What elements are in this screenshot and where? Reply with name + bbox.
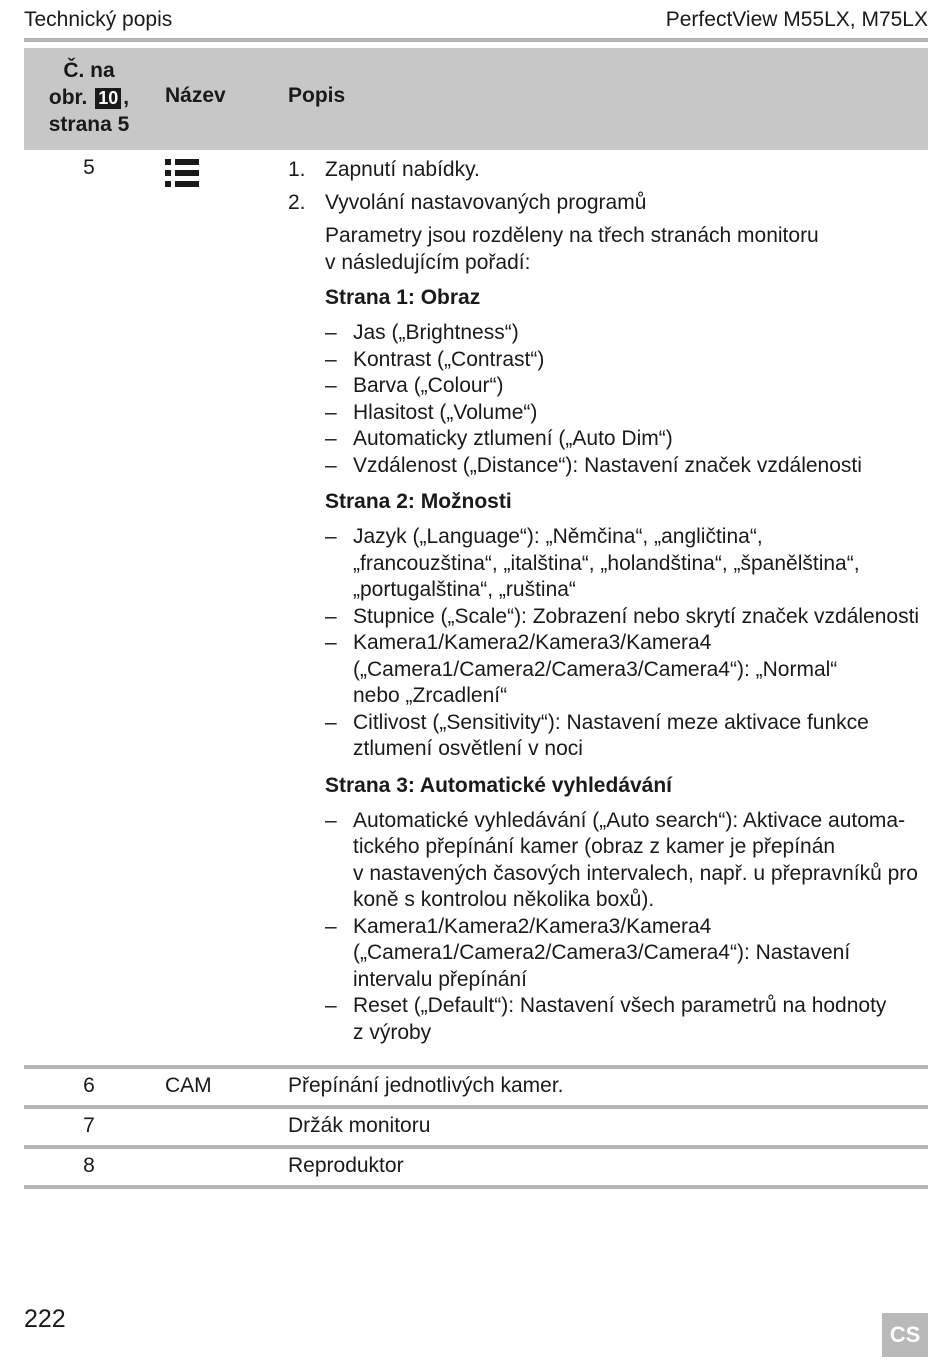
row-number: 5 xyxy=(83,156,95,179)
bullet-list xyxy=(325,320,928,479)
bullet-list xyxy=(325,808,928,1047)
menu-list-icon xyxy=(165,159,201,187)
list-item: – Jas („Brightness“) xyxy=(325,320,928,347)
list-item: 2. Vyvolání nastavovaných programů xyxy=(288,191,647,214)
row-description: Přepínání jednotlivých kamer. xyxy=(288,1074,564,1097)
row-number: 6 xyxy=(83,1074,95,1097)
table-row xyxy=(24,1109,928,1145)
intro-paragraph: Parametry jsou rozděleny na třech stranách monitoru v následujícím pořadí: xyxy=(325,224,819,274)
row-description: Reproduktor xyxy=(288,1154,404,1177)
column-header-number: Č. na obr. 10 , strana 5 xyxy=(48,59,130,136)
column-header-name: Název xyxy=(165,84,226,107)
description-table xyxy=(24,48,928,1189)
bullet-list xyxy=(325,524,928,763)
row-name: CAM xyxy=(165,1074,212,1097)
list-item: – Automatické vyhledávání („Auto search“): Aktivace automa- tického přepínání kamer (obraz z kamer je přepínán v nastavených časových intervalech, např. u přepravníků pro koně s kontrolou několika boxů). xyxy=(325,808,928,914)
language-badge: CS xyxy=(882,1313,928,1357)
table-row xyxy=(24,1069,928,1105)
row-name xyxy=(165,156,201,187)
column-header-description: Popis xyxy=(288,84,346,107)
table-header xyxy=(24,48,928,150)
row-divider xyxy=(24,1185,928,1189)
table-row xyxy=(24,1149,928,1185)
row-description xyxy=(288,156,928,1055)
list-item: – Vzdálenost („Distance“): Nastavení značek vzdálenosti xyxy=(325,453,928,480)
list-item: – Barva („Colour“) xyxy=(325,373,928,400)
row-number: 8 xyxy=(83,1154,95,1177)
page-header xyxy=(24,6,928,36)
list-item: – Stupnice („Scale“): Zobrazení nebo skrytí značek vzdálenosti xyxy=(325,604,928,631)
product-title: PerfectView M55LX, M75LX xyxy=(665,8,928,31)
list-item: – Kamera1/Kamera2/Kamera3/Kamera4 („Camera1/Camera2/Camera3/Camera4“): „Normal“ nebo „Zrcadlení“ xyxy=(325,630,928,710)
table-row xyxy=(24,150,928,1065)
list-item: 1. Zapnutí nabídky. xyxy=(288,158,480,181)
list-item: – Hlasitost („Volume“) xyxy=(325,400,928,427)
list-item: – Jazyk („Language“): „Němčina“, „angličtina“, „francouzština“, „italština“, „holandština“, „španělština“, „portugalština“, „ruština“ xyxy=(325,524,928,604)
list-item: – Kontrast („Contrast“) xyxy=(325,347,928,374)
header-divider xyxy=(24,38,928,42)
list-item: – Citlivost („Sensitivity“): Nastavení meze aktivace funkce ztlumení osvětlení v noci xyxy=(325,710,928,763)
subheading: Strana 2: Možnosti xyxy=(325,490,512,513)
list-item: – Kamera1/Kamera2/Kamera3/Kamera4 („Camera1/Camera2/Camera3/Camera4“): Nastavení intervalu přepínání xyxy=(325,914,928,994)
section-title: Technický popis xyxy=(24,8,173,31)
row-number: 7 xyxy=(83,1114,95,1137)
figure-ref-badge: 10 xyxy=(95,88,121,109)
subheading: Strana 1: Obraz xyxy=(325,286,481,309)
row-description: Držák monitoru xyxy=(288,1114,431,1137)
list-item: – Automaticky ztlumení („Auto Dim“) xyxy=(325,426,928,453)
list-item: – Reset („Default“): Nastavení všech parametrů na hodnoty z výroby xyxy=(325,993,928,1046)
page-number: 222 xyxy=(24,1305,66,1333)
subheading: Strana 3: Automatické vyhledávání xyxy=(325,773,673,797)
